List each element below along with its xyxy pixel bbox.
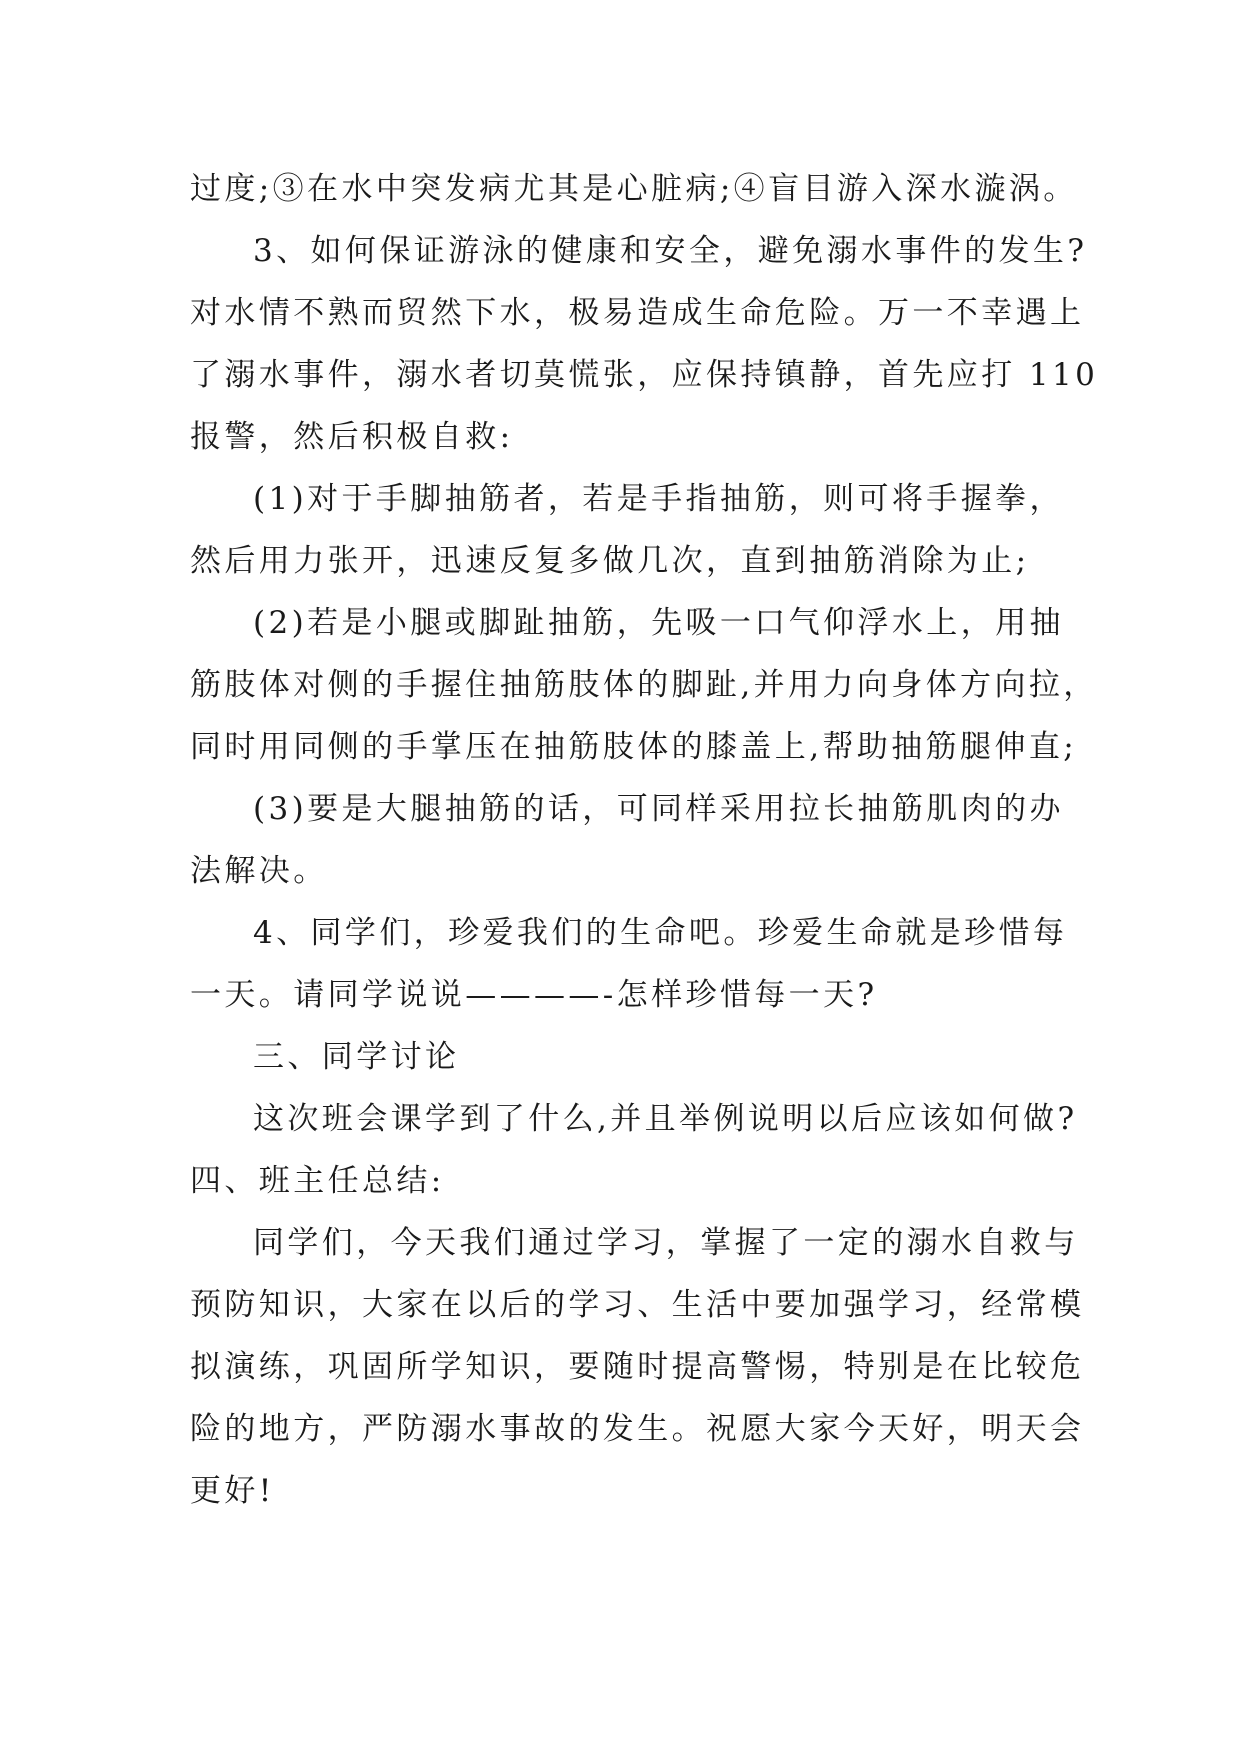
text-line: 3、如何保证游泳的健康和安全，避免溺水事件的发生? [253,233,1088,269]
text-line: (3)要是大腿抽筋的话，可同样采用拉长抽筋肌肉的办 [253,791,1064,827]
text-line: 报警，然后积极自救: [190,419,514,455]
text-line: (1)对于手脚抽筋者，若是手指抽筋，则可将手握拳， [253,481,1064,517]
text-line: 同学们，今天我们通过学习，掌握了一定的溺水自救与 [253,1225,1079,1261]
text-line: 然后用力张开，迅速反复多做几次，直到抽筋消除为止; [190,543,1030,579]
text-line: 这次班会课学到了什么,并且举例说明以后应该如何做? [253,1101,1078,1137]
text-line: 对水情不熟而贸然下水，极易造成生命危险。万一不幸遇上 [190,295,1085,331]
text-line: 筋肢体对侧的手握住抽筋肢体的脚趾,并用力向身体方向拉， [190,667,1098,703]
text-line: 一天。请同学说说————-怎样珍惜每一天? [190,977,878,1013]
text-line: 了溺水事件，溺水者切莫慌张，应保持镇静，首先应打 110 [190,357,1099,393]
document-body [190,158,1099,1522]
text-line: 拟演练，巩固所学知识，要随时提高警惕，特别是在比较危 [190,1349,1085,1385]
text-line: (2)若是小腿或脚趾抽筋，先吸一口气仰浮水上，用抽 [253,605,1064,641]
text-line: 4、同学们，珍爱我们的生命吧。珍爱生命就是珍惜每 [253,915,1068,951]
section-heading: 四、班主任总结: [190,1163,445,1199]
text-line: 更好! [190,1473,275,1509]
section-heading: 三、同学讨论 [253,1039,460,1075]
text-line: 险的地方，严防溺水事故的发生。祝愿大家今天好，明天会 [190,1411,1085,1447]
text-line: 法解决。 [190,853,328,889]
text-line: 预防知识，大家在以后的学习、生活中要加强学习，经常模 [190,1287,1085,1323]
text-line: 过度;③在水中突发病尤其是心脏病;④盲目游入深水漩涡。 [190,171,1078,207]
text-line: 同时用同侧的手掌压在抽筋肢体的膝盖上,帮助抽筋腿伸直; [190,729,1078,765]
